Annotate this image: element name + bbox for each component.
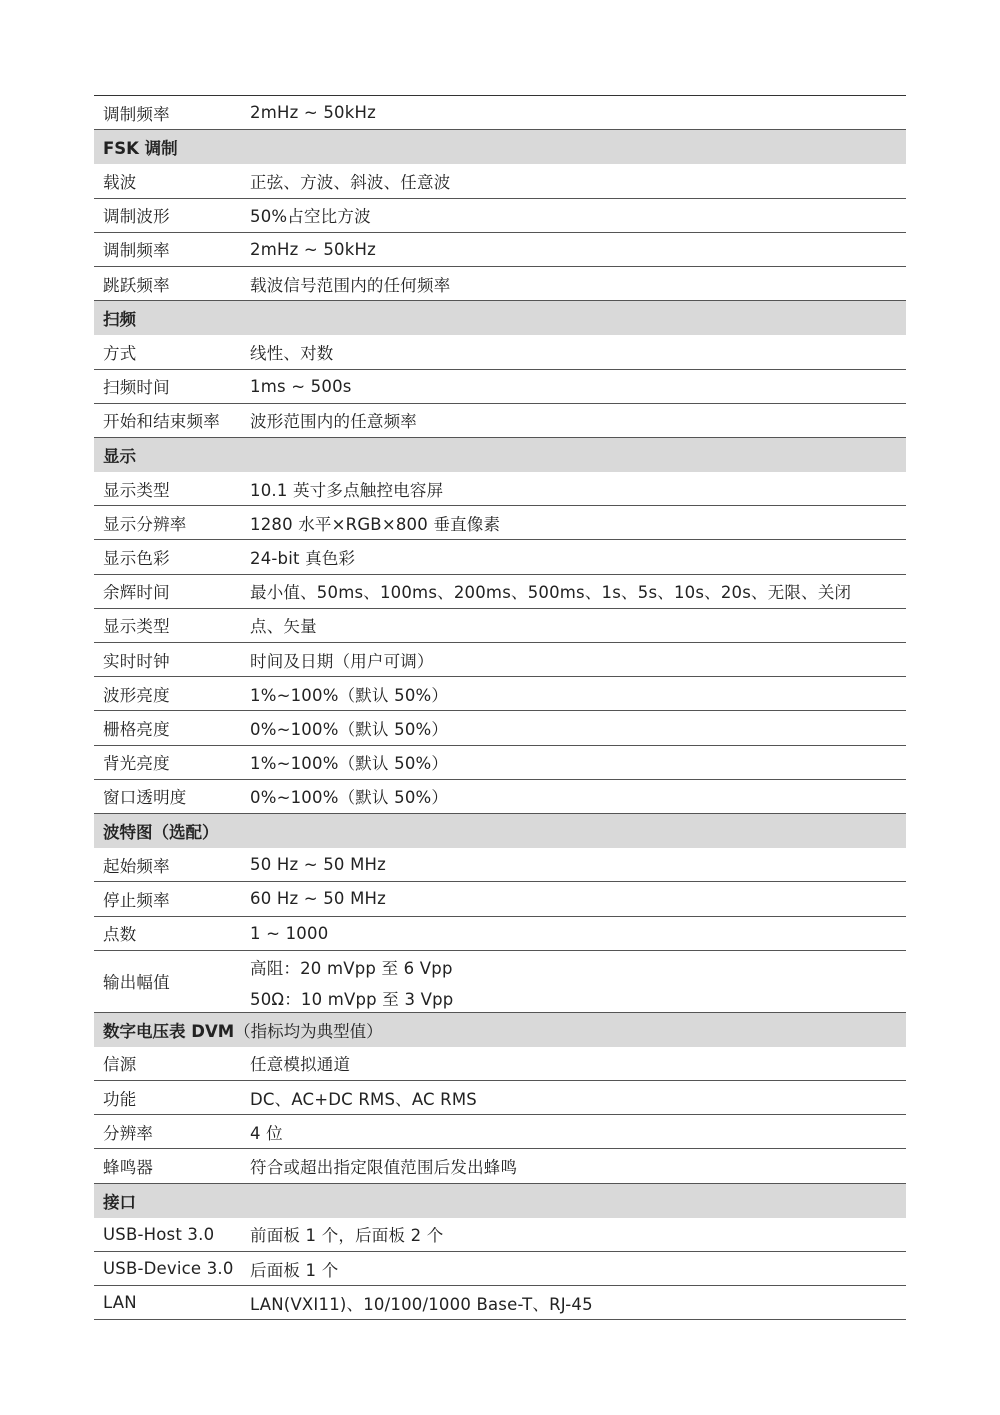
spec-row (94, 335, 906, 369)
spec-row (94, 780, 906, 814)
spec-row (94, 267, 906, 301)
spec-label: 点数 (103, 925, 137, 945)
spec-value: 1%~100%（默认 50%） (250, 685, 449, 705)
spec-label: 起始频率 (103, 856, 170, 876)
spec-value: 10.1 英寸多点触控电容屏 (250, 480, 444, 500)
spec-label: USB-Host 3.0 (103, 1224, 215, 1244)
spec-row (94, 1286, 906, 1320)
spec-value-line: 高阻：20 mVpp 至 6 Vpp (250, 958, 453, 978)
spec-row (94, 643, 906, 677)
spec-row (94, 677, 906, 711)
spec-value: 0%~100%（默认 50%） (250, 788, 449, 808)
spec-row (94, 199, 906, 233)
spec-row (94, 951, 906, 1013)
section-header (94, 1013, 906, 1047)
section-title: 波特图（选配） (103, 823, 219, 843)
section-header (94, 814, 906, 848)
spec-label: 开始和结束频率 (103, 412, 220, 432)
spec-value: 符合或超出指定限值范围后发出蜂鸣 (250, 1158, 518, 1178)
spec-label: 载波 (103, 172, 137, 192)
spec-value: 2mHz ~ 50kHz (250, 103, 376, 123)
spec-value: 载波信号范围内的任何频率 (250, 275, 451, 295)
spec-value: 4 位 (250, 1123, 283, 1143)
spec-row (94, 506, 906, 540)
spec-row (94, 233, 906, 267)
spec-row (94, 746, 906, 780)
spec-label: 方式 (103, 343, 137, 363)
spec-value: 0%~100%（默认 50%） (250, 719, 449, 739)
spec-label: 背光亮度 (103, 754, 170, 774)
spec-value: LAN(VXI11)、10/100/1000 Base-T、RJ-45 (250, 1294, 593, 1314)
section-header (94, 301, 906, 335)
section-title: 扫频 (103, 310, 136, 330)
spec-label: 停止频率 (103, 890, 170, 910)
spec-value: 正弦、方波、斜波、任意波 (250, 172, 451, 192)
spec-row (94, 540, 906, 574)
spec-label: LAN (103, 1293, 137, 1313)
spec-row (94, 711, 906, 745)
spec-value: 最小值、50ms、100ms、200ms、500ms、1s、5s、10s、20s、无限、关闭 (250, 583, 852, 603)
spec-value: 前面板 1 个，后面板 2 个 (250, 1226, 444, 1246)
spec-label: 调制频率 (103, 104, 170, 124)
spec-table (94, 95, 906, 1320)
spec-label: 波形亮度 (103, 685, 170, 705)
spec-value: 时间及日期（用户可调） (250, 651, 434, 671)
spec-label: 蜂鸣器 (103, 1158, 154, 1178)
spec-label: 调制频率 (103, 241, 170, 261)
spec-label: 实时时钟 (103, 651, 170, 671)
section-note: （指标均为典型值） (234, 1021, 383, 1041)
spec-value: 60 Hz ~ 50 MHz (250, 889, 386, 909)
spec-label: 显示色彩 (103, 549, 170, 569)
spec-value: 任意模拟通道 (250, 1055, 351, 1075)
spec-label: 显示类型 (103, 480, 170, 500)
section-header (94, 130, 906, 164)
spec-label: 调制波形 (103, 207, 170, 227)
spec-value: 波形范围内的任意频率 (250, 412, 417, 432)
spec-value: 2mHz ~ 50kHz (250, 239, 376, 259)
spec-row (94, 1115, 906, 1149)
section-title: FSK 调制 (103, 139, 178, 159)
spec-row (94, 370, 906, 404)
spec-row (94, 917, 906, 951)
spec-label: 功能 (103, 1089, 137, 1109)
spec-value: 24-bit 真色彩 (250, 549, 356, 569)
spec-value: 50%占空比方波 (250, 207, 371, 227)
section-title: 接口 (103, 1192, 136, 1212)
spec-value-line: 50Ω：10 mVpp 至 3 Vpp (250, 989, 454, 1009)
spec-value: 线性、对数 (250, 343, 334, 363)
spec-row (94, 472, 906, 506)
spec-label: 信源 (103, 1055, 137, 1075)
spec-row (94, 96, 906, 130)
section-title: 数字电压表 DVM（指标均为典型值） (103, 1021, 383, 1041)
spec-label: 窗口透明度 (103, 788, 187, 808)
spec-value: 1%~100%（默认 50%） (250, 754, 449, 774)
spec-label: 扫频时间 (103, 378, 170, 398)
spec-row (94, 609, 906, 643)
spec-row (94, 882, 906, 916)
spec-row (94, 1081, 906, 1115)
spec-row (94, 1218, 906, 1252)
spec-value: DC、AC+DC RMS、AC RMS (250, 1089, 477, 1109)
spec-value: 后面板 1 个 (250, 1260, 339, 1280)
spec-value (250, 955, 453, 1010)
spec-row (94, 1047, 906, 1081)
section-header (94, 438, 906, 472)
spec-value: 1280 水平×RGB×800 垂直像素 (250, 514, 501, 534)
section-header (94, 1184, 906, 1218)
spec-label: 显示分辨率 (103, 514, 187, 534)
section-title: 显示 (103, 446, 136, 466)
spec-label: USB-Device 3.0 (103, 1259, 234, 1279)
spec-value: 50 Hz ~ 50 MHz (250, 855, 386, 875)
spec-row (94, 404, 906, 438)
spec-label: 栅格亮度 (103, 719, 170, 739)
spec-label: 输出幅值 (103, 973, 170, 993)
spec-label: 显示类型 (103, 617, 170, 637)
spec-row (94, 1252, 906, 1286)
spec-row (94, 164, 906, 198)
spec-row (94, 1149, 906, 1183)
spec-row (94, 575, 906, 609)
spec-label: 跳跃频率 (103, 275, 170, 295)
spec-value: 点、矢量 (250, 617, 317, 637)
spec-row (94, 848, 906, 882)
spec-value: 1ms ~ 500s (250, 376, 352, 396)
spec-value: 1 ~ 1000 (250, 923, 329, 943)
spec-label: 分辨率 (103, 1123, 154, 1143)
spec-label: 余辉时间 (103, 583, 170, 603)
